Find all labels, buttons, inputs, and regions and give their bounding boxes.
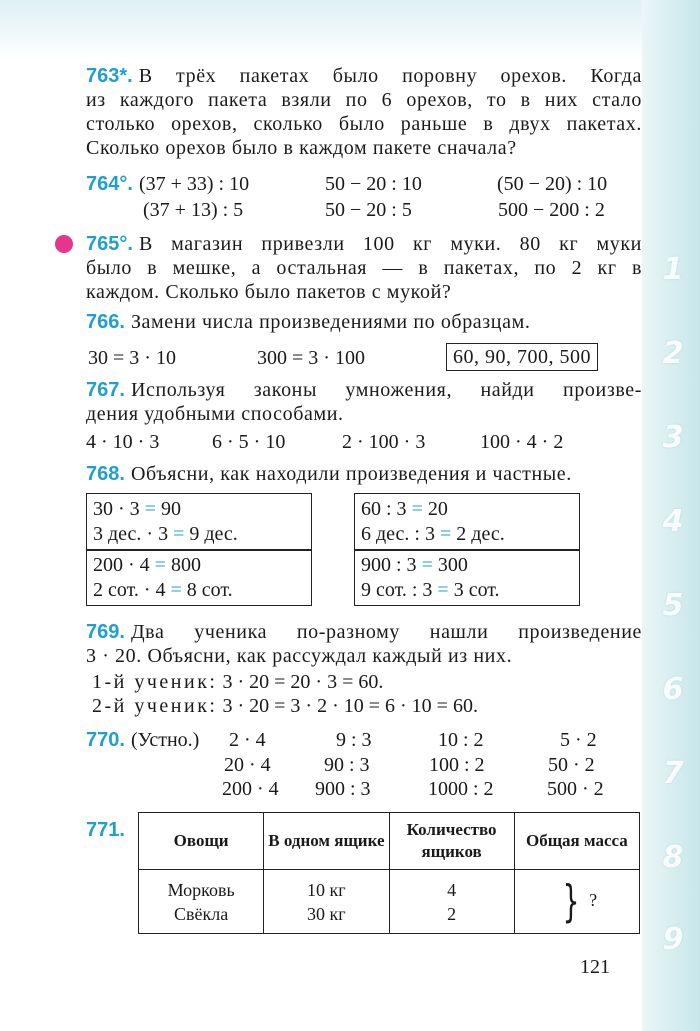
problem-767 [86, 378, 642, 402]
student-1-solution [92, 670, 383, 694]
sidebar-tab-number: 8 [662, 840, 684, 875]
problem-763 [86, 64, 642, 88]
sidebar-tab-number: 4 [662, 504, 684, 539]
problem-number: 768. [86, 463, 125, 485]
problem-765 [86, 232, 642, 256]
problem-number: 766. [86, 311, 125, 333]
example-box: 60 : 3 = 20 6 дес. : 3 = 2 дес. [354, 493, 580, 551]
per-box-cell: 10 кг 30 кг [264, 870, 389, 934]
page-header-band [0, 0, 700, 60]
pink-bullet-icon [55, 235, 73, 253]
sidebar-tab-number: 2 [662, 336, 684, 371]
expression: 90 : 3 [324, 754, 370, 776]
expression: 50 − 20 : 5 [325, 199, 412, 221]
example-box: 200 · 4 = 800 2 сот. · 4 = 8 сот. [86, 549, 312, 606]
numbers-box: 60, 90, 700, 500 [446, 343, 598, 371]
expression: 2 · 100 · 3 [342, 431, 426, 453]
example: 30 = 3 · 10 [88, 347, 176, 369]
expression: 500 · 2 [547, 778, 604, 800]
problem-text: В магазин привезли 100 кг муки. 80 кг муки [138, 233, 642, 255]
student-label: 2-й ученик: [92, 695, 218, 717]
expression: 200 · 4 [222, 778, 279, 800]
problem-text: столько орехов, сколько было раньше в двух пакетах. [86, 113, 642, 135]
problem-text: из каждого пакета взяли по 6 орехов, то в них стало [86, 89, 642, 111]
column-header: Общая масса [514, 813, 639, 870]
problem-text: Сколько орехов было в каждом пакете сначала? [86, 137, 517, 159]
solution-expression: 3 · 20 = 3 · 2 · 10 = 6 · 10 = 60. [222, 695, 478, 717]
problem-text: Используя законы умножения, найди произве- [130, 379, 642, 401]
student-label: 1-й ученик: [92, 671, 218, 693]
sidebar-tab-number: 6 [662, 672, 684, 707]
problem-764 [86, 172, 249, 196]
problem-text: 3 · 20. Объясни, как рассуждал каждый из них. [86, 645, 513, 667]
column-header: В одном ящике [264, 813, 389, 870]
sidebar-tab-number: 7 [662, 756, 684, 791]
sidebar-tab-number: 5 [662, 588, 684, 623]
table-header-row [139, 813, 640, 870]
problem-769 [86, 620, 642, 644]
expression: 900 : 3 [315, 778, 371, 800]
question-mark: ? [589, 889, 598, 910]
expression: 50 · 2 [548, 754, 595, 776]
expression: (37 + 13) : 5 [143, 199, 244, 221]
vegetables-table [138, 812, 640, 934]
problem-768 [86, 462, 642, 486]
count-cell: 4 2 [389, 870, 514, 934]
problem-770 [86, 728, 199, 752]
total-mass-cell [514, 870, 639, 934]
example-box: 30 · 3 = 90 3 дес. · 3 = 9 дес. [86, 493, 312, 551]
problem-number: 769. [86, 621, 125, 643]
example-box: 900 : 3 = 300 9 сот. : 3 = 3 сот. [354, 549, 580, 606]
expression: 5 · 2 [560, 729, 597, 751]
problem-number: 771. [86, 819, 125, 841]
problem-text: В трёх пакетах было поровну орехов. Когда [138, 65, 642, 87]
expression: 2 · 4 [229, 729, 266, 751]
problem-text: дения удобными способами. [86, 403, 344, 425]
sidebar-tab-number: 3 [662, 420, 684, 455]
sidebar-tab-number: 9 [662, 922, 684, 957]
expression: 20 · 4 [224, 754, 271, 776]
problem-text: Два ученика по-разному нашли произведение [130, 621, 642, 643]
table-row [139, 870, 640, 934]
vegetable-cell: Морковь Свёкла [139, 870, 264, 934]
problem-label: (Устно.) [130, 729, 200, 751]
problem-number: 763*. [86, 65, 133, 87]
expression: 500 − 200 : 2 [498, 199, 605, 221]
right-brace-icon: } [562, 875, 580, 927]
problem-number: 770. [86, 729, 125, 751]
problem-number: 765°. [86, 233, 133, 255]
column-header: Количество ящиков [389, 813, 514, 870]
problem-text: каждом. Сколько было пакетов с мукой? [86, 281, 452, 303]
solution-expression: 3 · 20 = 20 · 3 = 60. [222, 671, 384, 693]
student-2-solution [92, 694, 478, 718]
expression: (37 + 33) : 10 [138, 173, 250, 195]
expression: 100 : 2 [429, 754, 485, 776]
expression: 4 · 10 · 3 [86, 431, 160, 453]
expression: 9 : 3 [336, 729, 372, 751]
expression: 50 − 20 : 10 [325, 173, 422, 195]
example: 300 = 3 · 100 [257, 347, 365, 369]
problem-771 [86, 818, 131, 842]
sidebar-tab-number: 1 [662, 252, 684, 287]
page-number: 121 [580, 956, 610, 978]
problem-number: 767. [86, 379, 125, 401]
problem-number: 764°. [86, 173, 133, 195]
problem-text: Объясни, как находили произведения и частные. [130, 463, 572, 485]
problem-text: было в мешке, а остальная — в пакетах, по 2 кг в [86, 257, 642, 279]
expression: 100 · 4 · 2 [480, 431, 564, 453]
expression: 6 · 5 · 10 [212, 431, 286, 453]
column-header: Овощи [139, 813, 264, 870]
expression: (50 − 20) : 10 [497, 173, 608, 195]
expression: 1000 : 2 [428, 778, 494, 800]
sidebar-tab-strip [642, 0, 700, 1031]
problem-766 [86, 310, 642, 334]
problem-text: Замени числа произведениями по образцам. [130, 311, 531, 333]
expression: 10 : 2 [438, 729, 484, 751]
